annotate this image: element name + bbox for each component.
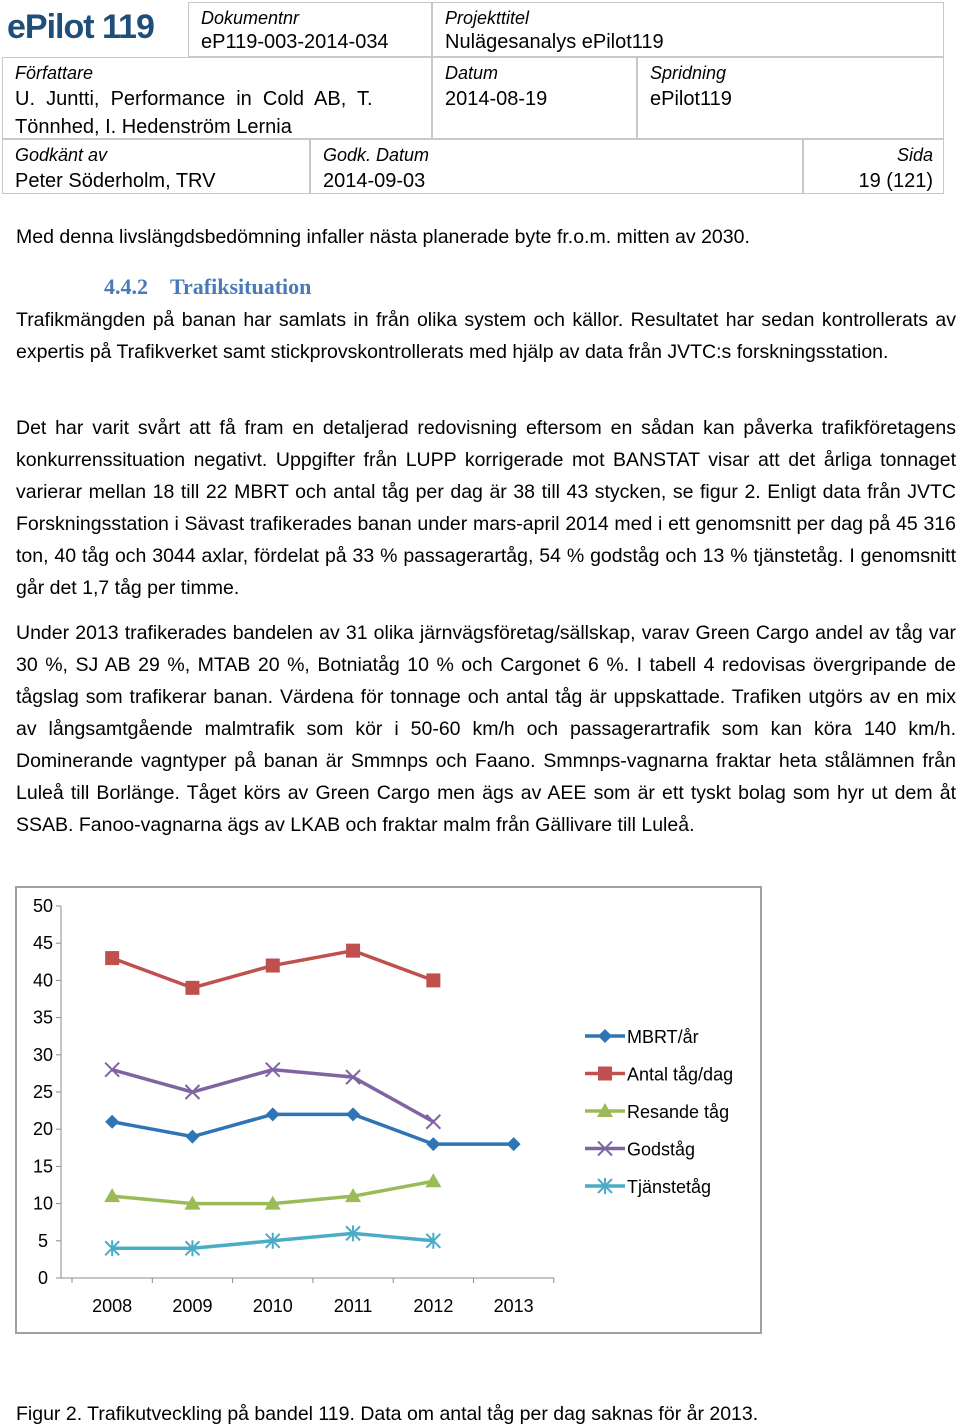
x-tick-label: 2010 bbox=[252, 1296, 293, 1316]
project-title-label: Projekttitel bbox=[445, 8, 530, 28]
approved-by: Peter Söderholm, TRV bbox=[15, 170, 216, 192]
legend-swatch-marker bbox=[598, 1029, 612, 1043]
series-0-point bbox=[346, 1107, 360, 1121]
y-tick-label: 45 bbox=[32, 933, 54, 954]
author-cell bbox=[2, 57, 432, 139]
distribution-label: Spridning bbox=[650, 63, 727, 83]
series-1-point bbox=[346, 944, 360, 958]
page-label: Sida bbox=[896, 145, 933, 165]
y-tick-label: 15 bbox=[32, 1156, 54, 1177]
distribution-value: ePilot119 bbox=[650, 88, 732, 110]
paragraph-3: Under 2013 trafikerades bandelen av 31 olika järnvägsföretag/sällskap, varav Green Cargo andel av tåg var 30 %, SJ AB 29 %, MTAB 20 %, Botniatåg 10 % och Cargonet 6 %. I tabell 4 redovisas övergripande de tågslag som trafikerar banan. Värdena för tonnage och antal tåg är uppskattade. Trafiken utgörs av en mix av långsamtgående malmtrafik som kör i 50-60 km/h och passagerartrafik som kan köra 140 km/h. Dominerande vagntyper på banan är Smmnps och Faano. Smmnps-vagnarna fraktar heta stålämnen från Luleå till Borlänge. Tåget körs av Green Cargo men ägs av AEE som är ett tyskt bolag som hyr ut dem åt SSAB. Fanoo-vagnarna ägs av LKAB och fraktar malm från Gällivare till Luleå. bbox=[16, 622, 956, 836]
y-tick-label: 0 bbox=[37, 1268, 49, 1288]
traffic-line-chart bbox=[17, 888, 760, 1332]
series-0-point bbox=[266, 1107, 280, 1121]
legend-label: Godståg bbox=[627, 1139, 696, 1160]
series-1-point bbox=[266, 959, 280, 973]
series-1-point bbox=[185, 981, 199, 995]
y-tick-label: 20 bbox=[32, 1119, 54, 1140]
legend-label: Antal tåg/dag bbox=[627, 1064, 734, 1085]
x-tick-label: 2011 bbox=[333, 1296, 373, 1316]
series-3-point bbox=[426, 1115, 440, 1129]
project-title: Nulägesanalys ePilot119 bbox=[445, 31, 664, 53]
series-2-point bbox=[425, 1173, 441, 1187]
date-value: 2014-08-19 bbox=[445, 88, 548, 110]
paragraph-2: Det har varit svårt att få fram en detaljerad redovisning eftersom en sådan kan påverka trafikföretagens konkurrenssituation negativt. Uppgifter från LUPP korrigerade mot BANSTAT visar att det årliga tonnaget varierar mellan 18 till 22 MBRT och antal tåg per dag är 38 till 43 stycken, se figur 2. Enligt data från JVTC Forskningsstation i Sävast trafikerades banan under mars-april 2014 med i ett genomsnitt per dag på 45 316 ton, 40 tåg och 3044 axlar, fördelat på 33 % passagerartåg, 54 % godståg och 13 % tjänstetåg. I genomsnitt går det 1,7 tåg per timme. bbox=[16, 417, 956, 599]
traffic-chart bbox=[15, 886, 762, 1334]
approved-date-label: Godk. Datum bbox=[323, 145, 430, 165]
approved-by-label: Godkänt av bbox=[15, 145, 108, 165]
section-number: 4.4.2 bbox=[104, 274, 148, 299]
epilot-logo: ePilot 119 bbox=[7, 8, 154, 46]
figure-caption: Figur 2. Trafikutveckling på bandel 119. Data om antal tåg per dag saknas för år 2013. bbox=[16, 1403, 759, 1425]
approved-date: 2014-09-03 bbox=[323, 170, 426, 192]
approved-by-cell bbox=[2, 139, 310, 194]
series-0-point bbox=[507, 1137, 521, 1151]
series-0-point bbox=[105, 1115, 119, 1129]
x-tick-label: 2008 bbox=[92, 1296, 133, 1316]
paragraph-1: Trafikmängden på banan har samlats in från olika system och källor. Resultatet har sedan kontrollerats av expertis på Trafikverket samt stickprovskontrollerats med hjälp av data från JVTC:s forskningsstation. bbox=[16, 309, 956, 363]
doc-number-cell bbox=[188, 2, 432, 57]
approved-date-cell bbox=[310, 139, 803, 194]
x-tick-label: 2012 bbox=[413, 1296, 454, 1316]
distribution-cell bbox=[637, 57, 944, 139]
y-tick-label: 30 bbox=[32, 1044, 54, 1065]
series-0-line bbox=[112, 1114, 514, 1144]
legend-label: Tjänstetåg bbox=[627, 1177, 712, 1197]
author-label: Författare bbox=[15, 63, 94, 83]
author-line-2: Tönnhed, I. Hedenström Lernia bbox=[15, 116, 292, 138]
section-title: Trafiksituation bbox=[170, 274, 312, 299]
y-tick-label: 10 bbox=[32, 1193, 54, 1214]
x-tick-label: 2013 bbox=[493, 1296, 534, 1316]
intro-paragraph: Med denna livslängdsbedömning infaller nästa planerade byte fr.o.m. mitten av 2030. bbox=[16, 226, 750, 248]
page-cell bbox=[803, 139, 944, 194]
y-tick-label: 50 bbox=[32, 896, 54, 916]
series-0-point bbox=[185, 1130, 199, 1144]
x-tick-label: 2009 bbox=[172, 1296, 213, 1316]
series-0-point bbox=[426, 1137, 440, 1151]
doc-number-label: Dokumentnr bbox=[201, 8, 300, 28]
legend-swatch-marker bbox=[598, 1067, 612, 1081]
legend-label: MBRT/år bbox=[627, 1027, 699, 1047]
y-tick-label: 25 bbox=[32, 1082, 54, 1102]
document-header bbox=[2, 2, 944, 194]
y-tick-label: 35 bbox=[32, 1007, 54, 1028]
page-number: 19 (121) bbox=[858, 170, 933, 192]
legend-label: Resande tåg bbox=[627, 1102, 730, 1122]
author-line-1: U. Juntti, Performance in Cold AB, T. bbox=[15, 88, 373, 110]
date-label: Datum bbox=[445, 63, 499, 83]
doc-number: eP119-003-2014-034 bbox=[201, 31, 389, 53]
y-tick-label: 5 bbox=[37, 1230, 49, 1251]
logo-cell bbox=[2, 2, 188, 57]
section-heading bbox=[104, 274, 311, 300]
series-1-point bbox=[105, 951, 119, 965]
y-tick-label: 40 bbox=[32, 970, 54, 991]
date-cell bbox=[432, 57, 637, 139]
project-title-cell bbox=[432, 2, 944, 57]
series-1-point bbox=[426, 973, 440, 987]
